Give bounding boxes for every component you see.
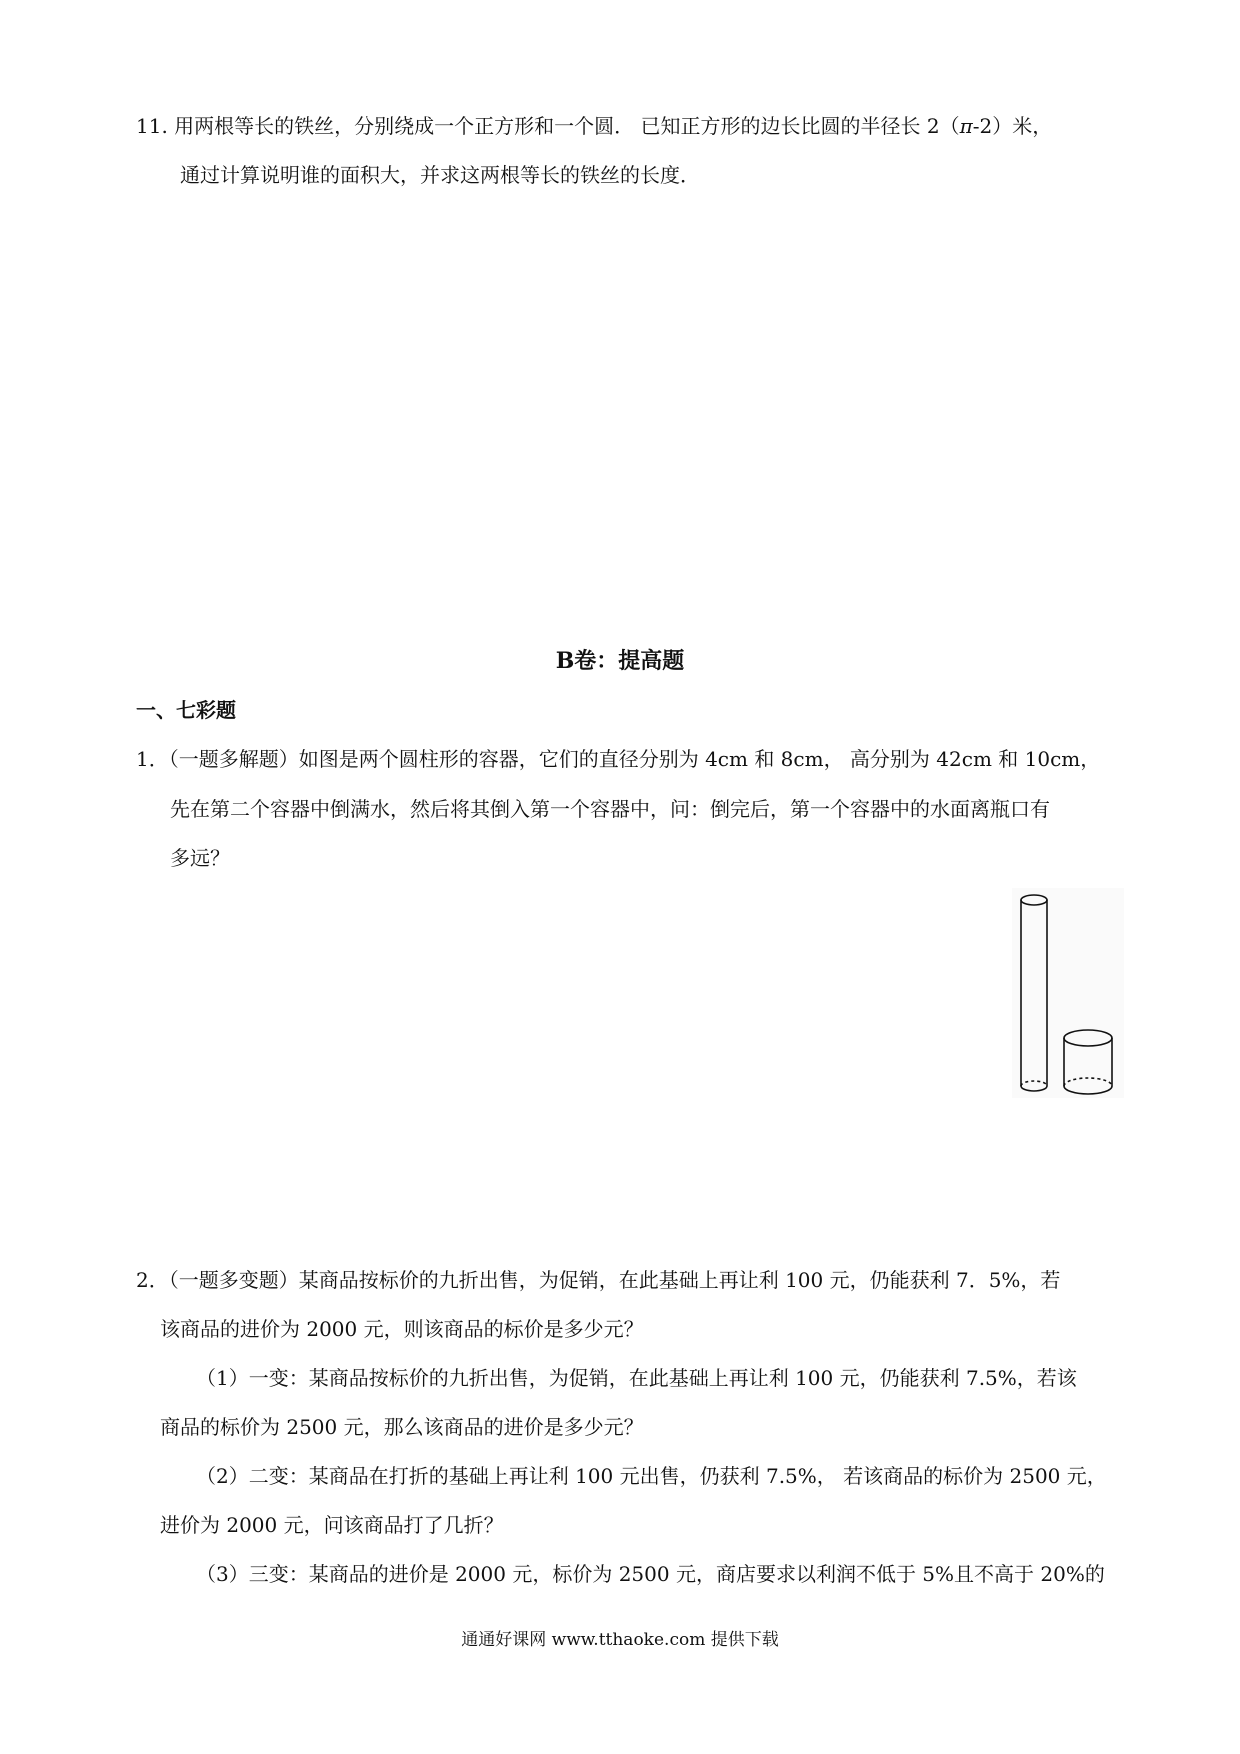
- q11-line1-pre: 11. 用两根等长的铁丝，分别绕成一个正方形和一个圆． 已知正方形的边长比圆的半径长 2（: [136, 114, 960, 138]
- q2-variant1-line2: 商品的标价为 2500 元，那么该商品的进价是多少元？: [160, 1415, 644, 1439]
- pi-symbol: π: [959, 114, 973, 138]
- q11-line2: 通过计算说明谁的面积大，并求这两根等长的铁丝的长度．: [180, 163, 700, 187]
- cylinders-drawing: [1012, 888, 1124, 1098]
- cylinders-figure: [1012, 888, 1124, 1098]
- q2-variant2-line1: （2）二变：某商品在打折的基础上再让利 100 元出售，仍获利 7.5%， 若该商品的标价为 2500 元，: [196, 1464, 1107, 1488]
- q2-variant1-line1: （1）一变：某商品按标价的九折出售，为促销，在此基础上再让利 100 元，仍能获利 7.5%，若该: [196, 1366, 1077, 1390]
- q11-line1: [136, 116, 1052, 136]
- q1-line3: 多远？: [170, 846, 230, 870]
- q2-variant3-line1: （3）三变：某商品的进价是 2000 元，标价为 2500 元，商店要求以利润不低于 5%且不高于 20%的: [196, 1562, 1105, 1586]
- q2-variant2-line2: 进价为 2000 元，问该商品打了几折？: [160, 1513, 504, 1537]
- q1-line1: 1．（一题多解题）如图是两个圆柱形的容器，它们的直径分别为 4cm 和 8cm， 高分别为 42cm 和 10cm，: [136, 747, 1101, 771]
- q2-line2: 该商品的进价为 2000 元，则该商品的标价是多少元？: [160, 1317, 644, 1341]
- q2-line1: 2．（一题多变题）某商品按标价的九折出售，为促销，在此基础上再让利 100 元，仍能获利 7．5%，若: [136, 1268, 1061, 1292]
- section-subheading: 一、七彩题: [136, 698, 236, 722]
- tall-cylinder: [1021, 895, 1047, 1091]
- section-title: B卷：提高题: [555, 648, 685, 674]
- q11-line1-post: -2）米，: [972, 114, 1053, 138]
- short-cylinder: [1064, 1030, 1112, 1094]
- q1-line2: 先在第二个容器中倒满水，然后将其倒入第一个容器中，问：倒完后，第一个容器中的水面离瓶口有: [170, 797, 1050, 821]
- page-footer: 通通好课网 www.tthaoke.com 提供下载: [461, 1630, 779, 1650]
